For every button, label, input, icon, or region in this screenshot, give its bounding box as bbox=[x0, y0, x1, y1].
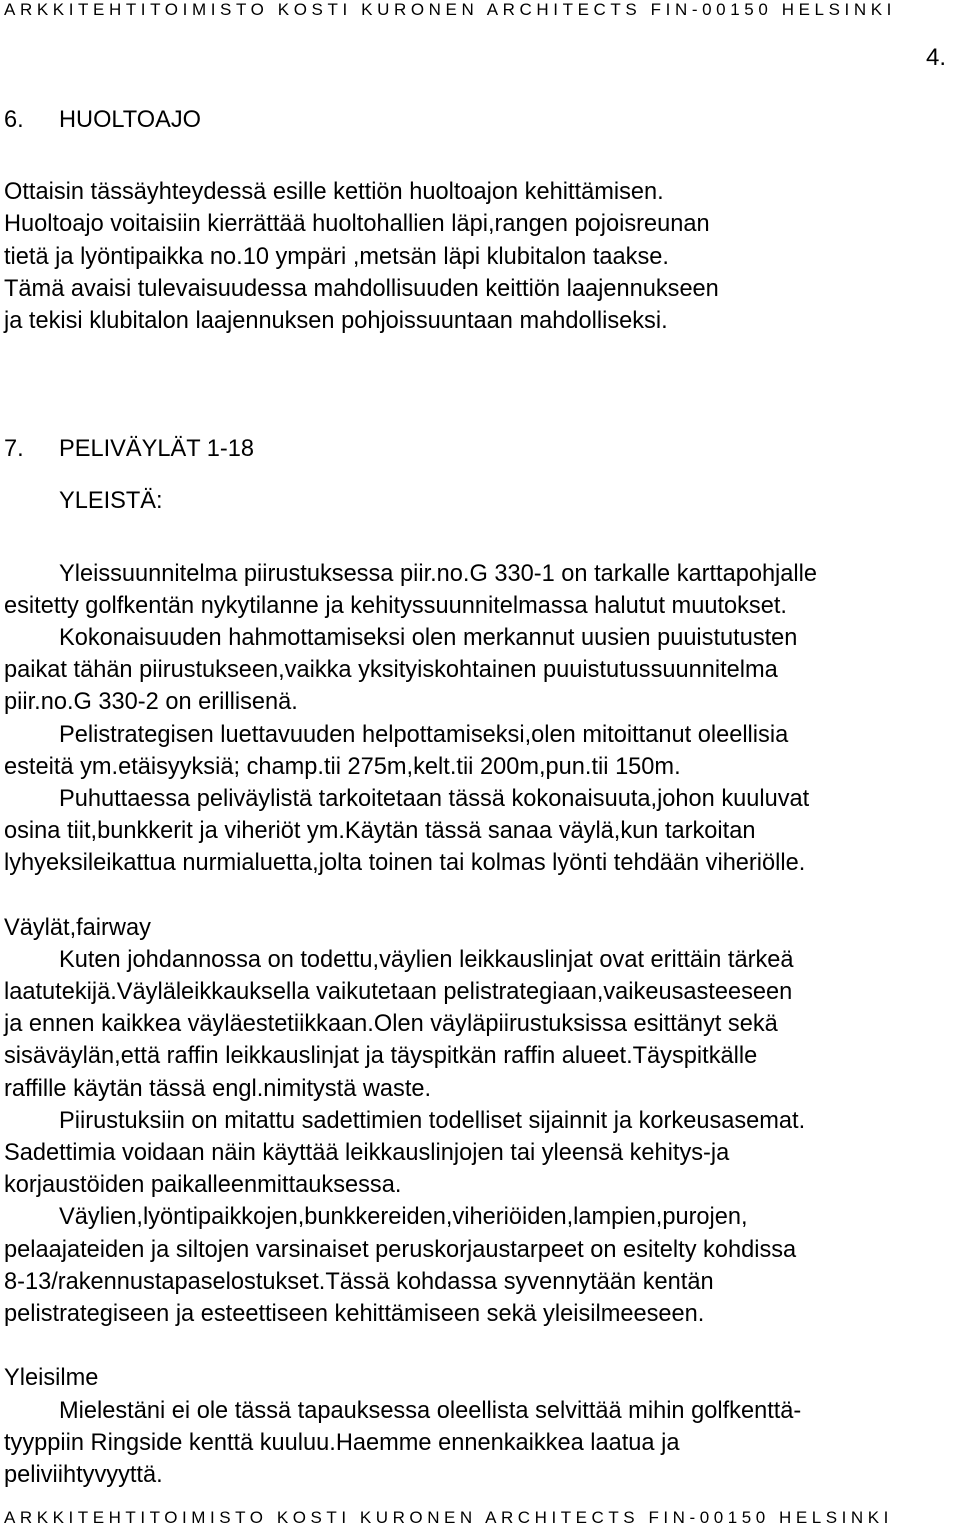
section-7-heading bbox=[4, 433, 960, 465]
fairway-paragraph-2-rest: Sadettimia voidaan näin käyttää leikkauslinjojen tai yleensä kehitys-ja korjaustöiden paikalleenmittauksessa. bbox=[4, 1140, 730, 1199]
yleisilme-heading: Yleisilme bbox=[4, 1365, 99, 1392]
section-6-number: 6. bbox=[4, 107, 24, 133]
section-7-paragraph-3-first: Pelistrategisen luettavuuden helpottamiseksi,olen mitoittanut oleellisia bbox=[59, 721, 789, 748]
section-7-number: 7. bbox=[4, 436, 24, 463]
yleisilme-paragraph-1-rest: tyyppiin Ringside kenttä kuuluu.Haemme ennenkaikkea laatua ja peliviihtyvyyttä. bbox=[4, 1429, 680, 1488]
page-number: 4. bbox=[925, 44, 946, 71]
section-6-title: HUOLTOAJO bbox=[59, 107, 202, 133]
fairway-paragraph-1-rest: laatutekijä.Väyläleikkauksella vaikutetaan pelistrategiaan,vaikeusasteeseen ja ennen kaikkea väyläestetiikkaan.Olen väyläpiirustuksissa esittänyt sekä sisäväylän,että raffin leikkauslinjat ja täyspitkän raffin alueet.Täyspitkälle raffille käytän tässä engl.nimitystä waste. bbox=[4, 979, 793, 1102]
letterhead-header: ARKKITEHTITOIMISTO KOSTI KURONEN ARCHITECTS FIN-00150 HELSINKI bbox=[4, 0, 896, 19]
section-7-paragraph-4-first: Puhuttaessa peliväylistä tarkoitetaan tässä kokonaisuuta,johon kuuluvat bbox=[59, 786, 810, 813]
section-6-paragraph: Ottaisin tässäyhteydessä esille kettiön huoltoajon kehittämisen. Huoltoajo voitaisiin kierrättää huoltohallien läpi,rangen pojoisreunan tietä ja lyöntipaikka no.10 ympäri ,metsän läpi klubitalon taakse. Tämä avaisi tulevaisuudessa mahdollisuuden keittiön laajennukseen ja tekisi klubitalon laajennuksen pohjoissuuntaan mahdolliseksi. bbox=[4, 179, 719, 335]
section-7-paragraph-1-rest: esitetty golfkentän nykytilanne ja kehityssuunnitelmassa halutut muutokset. bbox=[4, 592, 787, 619]
fairway-heading: Väylät,fairway bbox=[4, 914, 151, 941]
yleisilme-paragraph-1-first: Mielestäni ei ole tässä tapauksessa oleellista selvittää mihin golfkenttä- bbox=[59, 1397, 802, 1424]
letterhead-footer: ARKKITEHTITOIMISTO KOSTI KURONEN ARCHITECTS FIN-00150 HELSINKI bbox=[4, 1508, 893, 1527]
section-6-heading bbox=[4, 104, 960, 136]
section-7-title: PELIVÄYLÄT 1-18 bbox=[59, 436, 254, 463]
fairway-paragraph-3-first: Väylien,lyöntipaikkojen,bunkkereiden,viheriöiden,lampien,purojen, bbox=[59, 1204, 748, 1231]
fairway-paragraph-2-first: Piirustuksiin on mitattu sadettimien todelliset sijainnit ja korkeusasemat. bbox=[59, 1107, 806, 1134]
fairway-paragraph-1-first: Kuten johdannossa on todettu,väylien leikkauslinjat ovat erittäin tärkeä bbox=[59, 946, 794, 973]
section-7-paragraph-2-rest: paikat tähän piirustukseen,vaikka yksityiskohtainen puuistutussuunnitelma piir.no.G 330-2 on erillisenä. bbox=[4, 657, 778, 716]
section-7-subheading: YLEISTÄ: bbox=[59, 488, 163, 515]
section-7-paragraph-3-rest: esteitä ym.etäisyyksiä; champ.tii 275m,kelt.tii 200m,pun.tii 150m. bbox=[4, 753, 681, 780]
section-7-paragraph-1-first: Yleissuunnitelma piirustuksessa piir.no.G 330-1 on tarkalle karttapohjalle bbox=[59, 560, 818, 587]
section-7-paragraph-2-first: Kokonaisuuden hahmottamiseksi olen merkannut uusien puuistutusten bbox=[59, 625, 798, 652]
document-body bbox=[4, 104, 960, 1491]
section-7-paragraph-4-rest: osina tiit,bunkkerit ja viheriöt ym.Käytän tässä sanaa väylä,kun tarkoitan lyhyeksileikattua nurmialuetta,jolta toinen tai kolmas lyönti tehdään viheriölle. bbox=[4, 818, 806, 877]
fairway-paragraph-3-rest: pelaajateiden ja siltojen varsinaiset peruskorjaustarpeet on esitelty kohdissa 8-13/rakennustapaselostukset.Tässä kohdassa syvennytään kentän pelistrategiseen ja esteettiseen kehittämiseen sekä yleisilmeeseen. bbox=[4, 1236, 797, 1328]
